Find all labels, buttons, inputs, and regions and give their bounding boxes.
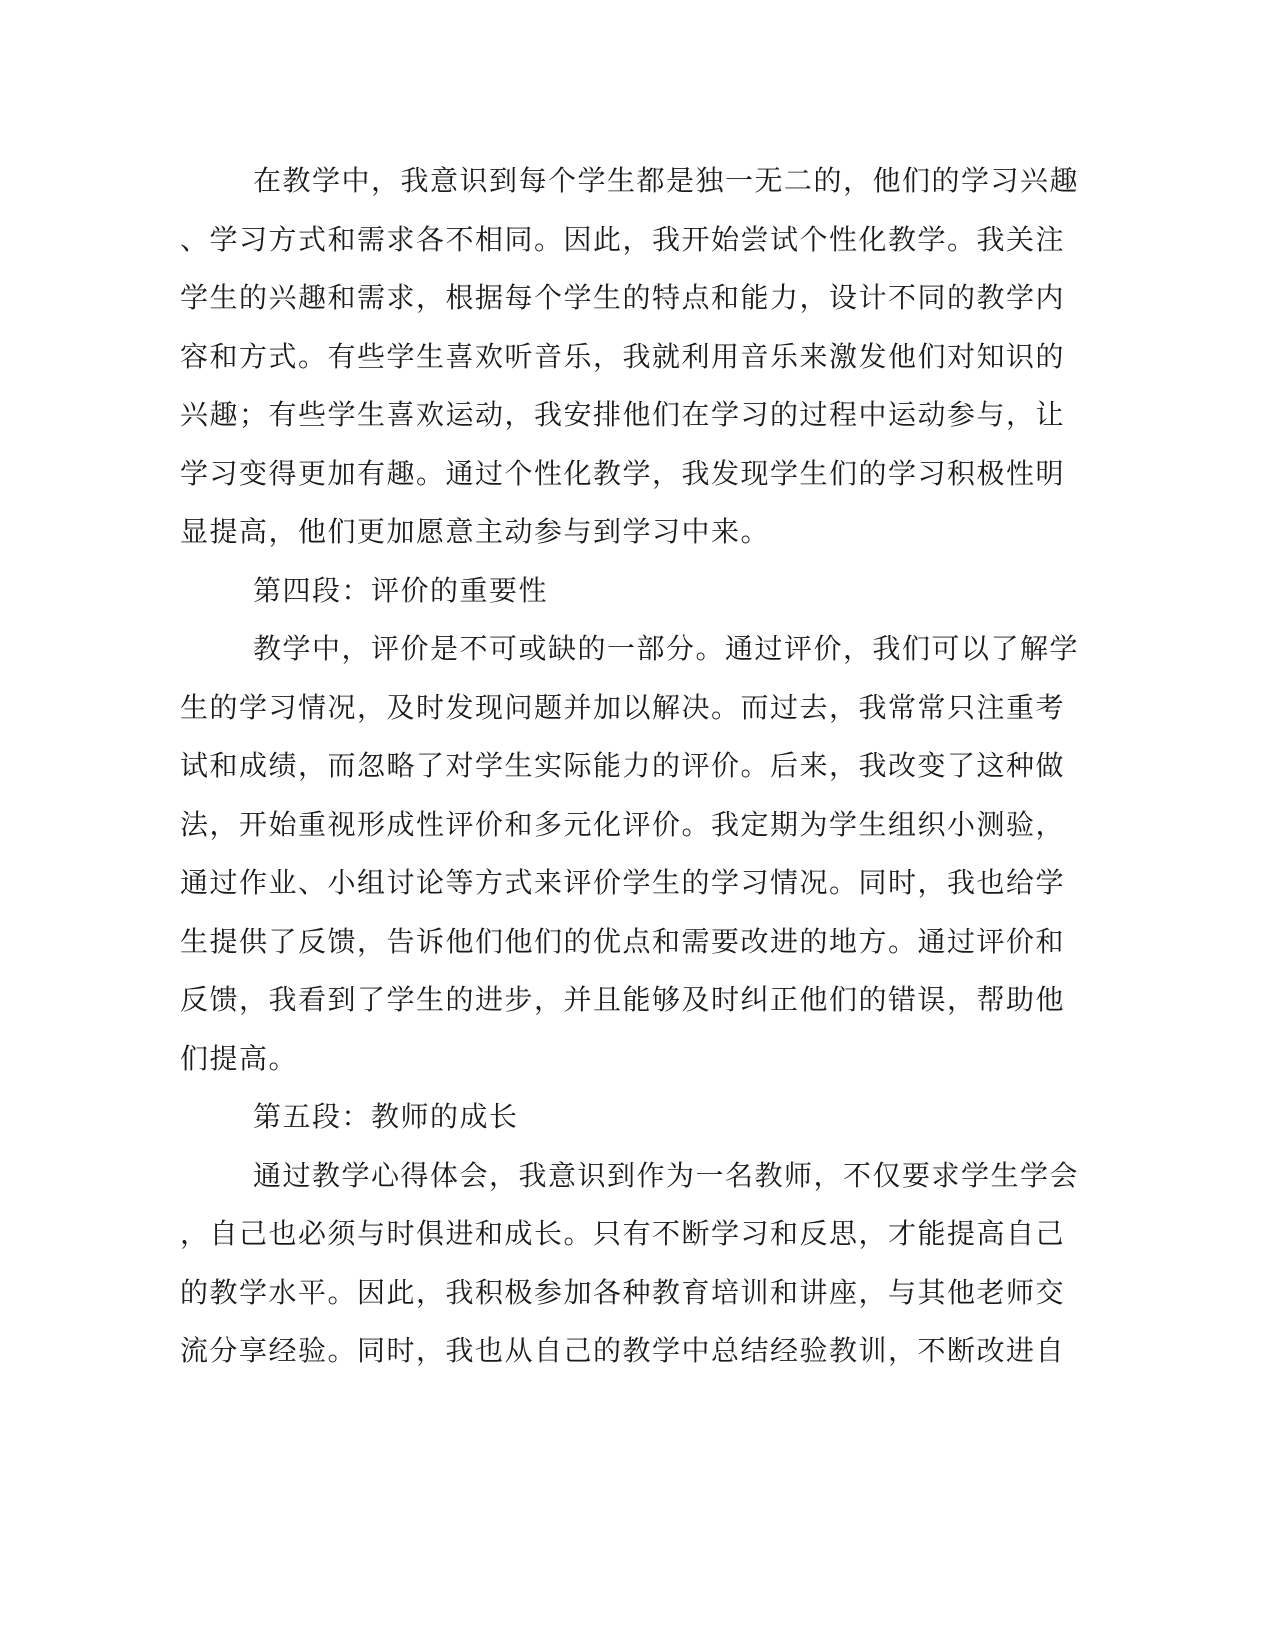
paragraph-3-line-3: 学生的兴趣和需求，根据每个学生的特点和能力，设计不同的教学内 bbox=[180, 281, 1066, 314]
paragraph-3-line-7: 显提高，他们更加愿意主动参与到学习中来。 bbox=[180, 515, 771, 548]
paragraph-4-line-2: 生的学习情况，及时发现问题并加以解决。而过去，我常常只注重考 bbox=[180, 691, 1066, 724]
paragraph-3-line-5: 兴趣；有些学生喜欢运动，我安排他们在学习的过程中运动参与，让 bbox=[180, 398, 1066, 431]
paragraph-4-line-1: 教学中，评价是不可或缺的一部分。通过评价，我们可以了解学 bbox=[253, 632, 1080, 665]
paragraph-5-line-3: 的教学水平。因此，我积极参加各种教育培训和讲座，与其他老师交 bbox=[180, 1276, 1066, 1309]
paragraph-4-line-3: 试和成绩，而忽略了对学生实际能力的评价。后来，我改变了这种做 bbox=[180, 749, 1066, 782]
paragraph-4-line-5: 通过作业、小组讨论等方式来评价学生的学习情况。同时，我也给学 bbox=[180, 866, 1066, 899]
paragraph-4-line-4: 法，开始重视形成性评价和多元化评价。我定期为学生组织小测验， bbox=[180, 808, 1066, 841]
paragraph-5-line-4: 流分享经验。同时，我也从自己的教学中总结经验教训，不断改进自 bbox=[180, 1334, 1066, 1367]
paragraph-4-line-7: 反馈，我看到了学生的进步，并且能够及时纠正他们的错误，帮助他 bbox=[180, 983, 1066, 1016]
paragraph-3-line-4: 容和方式。有些学生喜欢听音乐，我就利用音乐来激发他们对知识的 bbox=[180, 340, 1066, 373]
paragraph-3-line-1: 在教学中，我意识到每个学生都是独一无二的，他们的学习兴趣 bbox=[253, 164, 1080, 197]
section-5-heading: 第五段：教师的成长 bbox=[253, 1100, 519, 1133]
paragraph-5-line-1: 通过教学心得体会，我意识到作为一名教师，不仅要求学生学会 bbox=[253, 1159, 1080, 1192]
paragraph-3-line-6: 学习变得更加有趣。通过个性化教学，我发现学生们的学习积极性明 bbox=[180, 457, 1066, 490]
paragraph-3-line-2: 、学习方式和需求各不相同。因此，我开始尝试个性化教学。我关注 bbox=[180, 223, 1066, 256]
paragraph-4-line-6: 生提供了反馈，告诉他们他们的优点和需要改进的地方。通过评价和 bbox=[180, 925, 1066, 958]
paragraph-4-line-8: 们提高。 bbox=[180, 1042, 299, 1075]
section-4-heading: 第四段：评价的重要性 bbox=[253, 574, 549, 607]
paragraph-5-line-2: ，自己也必须与时俱进和成长。只有不断学习和反思，才能提高自己 bbox=[180, 1217, 1066, 1250]
